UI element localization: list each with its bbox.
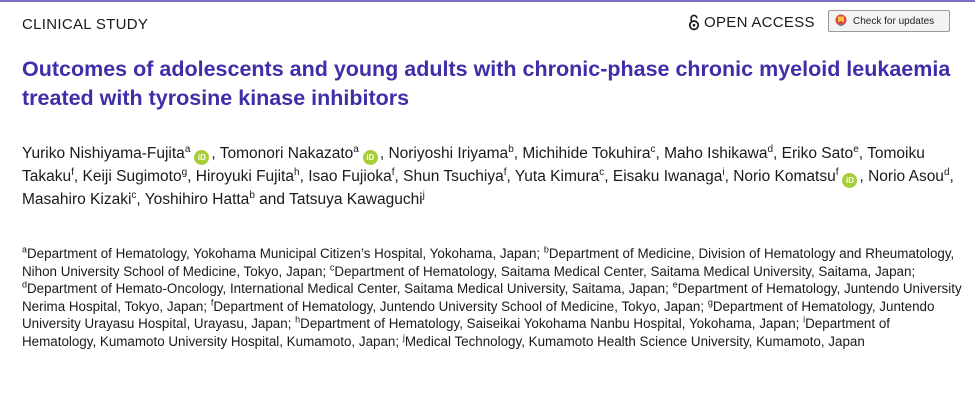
affiliation-key: b <box>543 244 549 255</box>
author-name: Isao Fujioka <box>308 168 392 185</box>
check-for-updates-button[interactable] <box>828 10 950 32</box>
author-name: Norio Komatsu <box>733 168 836 185</box>
affiliation-text: Department of Hematology, Yokohama Municipal Citizen’s Hospital, Yokohama, Japan; <box>27 246 541 261</box>
author <box>22 145 211 162</box>
author <box>733 168 859 185</box>
author-affiliation-key: d <box>767 143 774 155</box>
author-affiliation-key: d <box>943 166 950 178</box>
author <box>868 168 949 185</box>
affiliation-text: Department of Hematology, Kumamoto University Hospital, Kumamoto, Japan; <box>22 316 890 349</box>
author-affiliation-key: c <box>131 189 137 201</box>
affiliations <box>22 245 967 350</box>
author <box>220 145 380 162</box>
author-affiliation-key: f <box>71 166 74 178</box>
affiliation-text: Department of Hematology, Juntendo University Nerima Hospital, Tokyo, Japan; <box>22 281 962 314</box>
open-access-indicator <box>688 14 815 31</box>
author-affiliation-key: b <box>508 143 514 155</box>
author-affiliation-key: j <box>422 189 425 201</box>
author-affiliation-key: a <box>184 143 191 155</box>
author-affiliation-key: i <box>722 166 725 178</box>
author <box>613 168 725 185</box>
author <box>388 145 513 162</box>
author-name: Eisaku Iwanaga <box>612 168 723 185</box>
author-name: Eriko Sato <box>781 145 854 162</box>
affiliation-key: g <box>707 297 713 308</box>
author-affiliation-key: c <box>599 166 605 178</box>
author-affiliation-key: g <box>181 166 188 178</box>
author-affiliation-key: a <box>353 143 359 155</box>
author-affiliation-key: f <box>503 166 507 178</box>
top-rule <box>0 0 975 2</box>
author-name: Tomoiku Takaku <box>22 145 925 185</box>
affiliation-text: Medical Technology, Kumamoto Health Science University, Kumamoto, Japan <box>404 333 865 349</box>
affiliation-item <box>403 334 865 349</box>
author <box>22 191 136 208</box>
affiliation-key: h <box>295 314 301 325</box>
author-name: Masahiro Kizaki <box>22 191 132 208</box>
affiliation-key: c <box>329 262 335 273</box>
author-affiliation-key: f <box>391 166 395 178</box>
affiliation-key: i <box>803 314 806 325</box>
author-affiliation-key: b <box>249 189 255 201</box>
affiliation-text: Department of Hemato-Oncology, International Medical Center, Saitama Medical University, Saitama, Japan; <box>27 281 669 296</box>
author-list: Yuriko Nishiyama-Fujita$^a$iD , Tomonori Nakazato$^a$iD , Noriyoshi Iriyama$^b$, Michihide Tokuhira$^c$, Maho Ishikawa$^d$, Eriko Sato$^e$, Tomoiku Takaku$^f$, Keiji Sugimoto$^g$, Hiroyuki Fujita$^h$, Isao Fujioka$^f$, Shun Tsuchiya$^f$, Yuta Kimura$^c$, Eisaku Iwanaga$^i$, Norio Komatsu$^f$iD , Norio Asou$^d$, Masahiro Kizaki$^c$, Yoshihiro Hatta$^b$ and Tatsuya Kawaguchi$^j$ <box>22 143 954 208</box>
affiliation-key: f <box>210 297 214 308</box>
author-affiliation-key: h <box>294 166 300 178</box>
author-name: Yuta Kimura <box>514 168 600 185</box>
author-name: Norio Asou <box>868 168 944 185</box>
affiliation-item <box>330 264 915 279</box>
affiliation-key: j <box>402 332 405 343</box>
author-name: Tatsuya Kawaguchi <box>289 191 423 208</box>
author <box>403 168 506 185</box>
affiliation-item <box>22 281 669 296</box>
affiliation-key: d <box>22 279 28 290</box>
author <box>782 145 859 162</box>
affiliation-text: Department of Hematology, Juntendo University Urayasu Hospital, Urayasu, Japan; <box>22 298 935 331</box>
affiliation-text: Department of Medicine, Division of Hematology and Rheumatology, Nihon University School of Medicine, Tokyo, Japan; <box>22 246 955 279</box>
check-for-updates-label: Check for updates <box>853 15 935 27</box>
author <box>145 191 255 208</box>
author <box>515 168 604 185</box>
author-name: Hiroyuki Fujita <box>195 168 294 185</box>
orcid-icon[interactable]: iD <box>842 173 857 188</box>
author <box>664 145 773 162</box>
author <box>83 168 188 185</box>
affiliation-text: Department of Hematology, Juntendo University School of Medicine, Tokyo, Japan; <box>213 298 705 314</box>
author-name: Noriyoshi Iriyama <box>388 145 509 162</box>
author-name: Yoshihiro Hatta <box>144 191 250 208</box>
author-name: Michihide Tokuhira <box>522 145 651 162</box>
affiliation-item <box>295 316 799 331</box>
author <box>196 168 300 185</box>
affiliation-key: e <box>672 279 678 290</box>
orcid-icon[interactable]: iD <box>194 150 209 165</box>
affiliation-key: a <box>22 244 28 255</box>
author-affiliation-key: f <box>835 166 839 178</box>
affiliation-text: Department of Hematology, Saiseikai Yokohama Nanbu Hospital, Yokohama, Japan; <box>300 316 800 331</box>
affiliation-text: Department of Hematology, Saitama Medical Center, Saitama Medical University, Saitama, Japan; <box>334 263 916 279</box>
orcid-icon[interactable]: iD <box>363 150 378 165</box>
crossmark-icon <box>835 14 847 28</box>
author <box>522 145 655 162</box>
author <box>289 191 425 208</box>
affiliation-item <box>22 246 540 261</box>
author-affiliation-key: e <box>853 143 859 155</box>
section-label: CLINICAL STUDY <box>22 16 149 33</box>
author-name: Tomonori Nakazato <box>219 145 354 162</box>
article-title: Outcomes of adolescents and young adults with chronic-phase chronic myeloid leukaemia treated with tyrosine kinase inhibitors <box>22 57 951 110</box>
author-affiliation-key: c <box>650 143 656 155</box>
author-name: Keiji Sugimoto <box>82 168 182 185</box>
affiliation-item <box>211 299 704 314</box>
author-name: Maho Ishikawa <box>664 145 768 162</box>
author-name: Yuriko Nishiyama-Fujita <box>22 145 185 162</box>
author <box>308 168 394 185</box>
open-lock-icon <box>688 14 700 31</box>
open-access-label: OPEN ACCESS <box>704 14 815 31</box>
author-name: Shun Tsuchiya <box>403 168 504 185</box>
